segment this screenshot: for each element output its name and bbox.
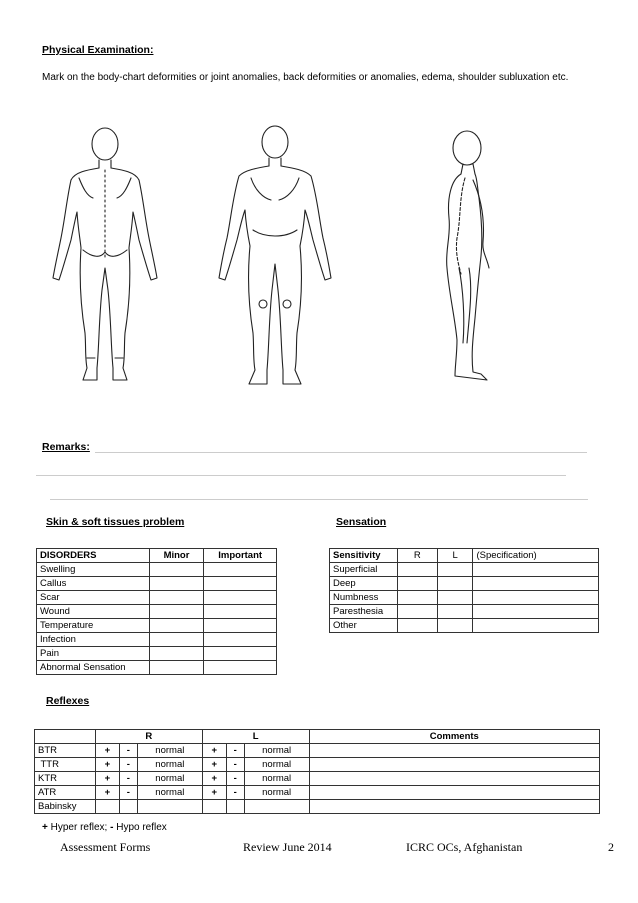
table-row	[37, 633, 277, 647]
sensation-table	[329, 548, 599, 633]
specification-header: (Specification)	[473, 549, 599, 563]
l-plus[interactable]	[202, 800, 226, 814]
disorder-label: Pain	[37, 647, 150, 661]
r-cell[interactable]	[397, 591, 437, 605]
reflex-name: KTR	[35, 772, 96, 786]
r-plus[interactable]	[95, 800, 119, 814]
l-cell[interactable]	[437, 619, 473, 633]
table-row	[35, 758, 600, 772]
important-cell[interactable]	[204, 661, 277, 675]
disorder-label: Abnormal Sensation	[37, 661, 150, 675]
table-row	[330, 605, 599, 619]
l-normal[interactable]	[244, 800, 309, 814]
legend-plus: +	[42, 822, 48, 833]
important-cell[interactable]	[204, 577, 277, 591]
comments-cell[interactable]	[309, 744, 599, 758]
footer-left: Assessment Forms	[60, 840, 151, 854]
table-row	[330, 619, 599, 633]
reflex-name: ATR	[35, 786, 96, 800]
r-plus[interactable]: +	[95, 744, 119, 758]
l-normal[interactable]: normal	[244, 758, 309, 772]
legend-minus: -	[110, 822, 114, 833]
l-minus[interactable]: -	[226, 772, 244, 786]
l-cell[interactable]	[437, 605, 473, 619]
minor-cell[interactable]	[149, 605, 204, 619]
l-normal[interactable]: normal	[244, 772, 309, 786]
r-minus[interactable]: -	[119, 786, 137, 800]
sensitivity-label: Numbness	[330, 591, 398, 605]
l-cell[interactable]	[437, 591, 473, 605]
comments-header: Comments	[309, 730, 599, 744]
r-minus[interactable]	[119, 800, 137, 814]
sensitivity-label: Paresthesia	[330, 605, 398, 619]
reflex-name: BTR	[35, 744, 96, 758]
r-normal[interactable]: normal	[137, 744, 202, 758]
body-figure-back	[53, 128, 157, 380]
specification-cell[interactable]	[473, 605, 599, 619]
table-row	[35, 744, 600, 758]
r-plus[interactable]: +	[95, 772, 119, 786]
reflex-name: TTR	[35, 758, 96, 772]
disorder-label: Infection	[37, 633, 150, 647]
important-header: Important	[204, 549, 277, 563]
r-normal[interactable]: normal	[137, 758, 202, 772]
l-minus[interactable]: -	[226, 786, 244, 800]
disorder-label: Scar	[37, 591, 150, 605]
specification-cell[interactable]	[473, 591, 599, 605]
important-cell[interactable]	[204, 605, 277, 619]
table-row	[37, 605, 277, 619]
r-cell[interactable]	[397, 563, 437, 577]
remarks-line-3[interactable]	[50, 499, 588, 500]
l-header: L	[437, 549, 473, 563]
table-row	[35, 800, 600, 814]
r-plus[interactable]: +	[95, 786, 119, 800]
r-normal[interactable]: normal	[137, 786, 202, 800]
table-row	[330, 577, 599, 591]
l-normal[interactable]: normal	[244, 786, 309, 800]
body-figure-side	[447, 131, 489, 380]
reflex-name-header	[35, 730, 96, 744]
important-cell[interactable]	[204, 647, 277, 661]
exam-instruction: Mark on the body-chart deformities or joint anomalies, back deformities or anomalies, edema, shoulder subluxation etc.	[42, 72, 569, 83]
reflexes-title: Reflexes	[46, 695, 90, 707]
skin-title: Skin & soft tissues problem	[46, 516, 185, 528]
l-plus[interactable]: +	[202, 772, 226, 786]
r-header: R	[397, 549, 437, 563]
remarks-label: Remarks:	[42, 441, 90, 453]
r-cell[interactable]	[397, 605, 437, 619]
r-minus[interactable]: -	[119, 758, 137, 772]
table-row	[330, 549, 599, 563]
l-cell[interactable]	[437, 563, 473, 577]
disorders-header: DISORDERS	[37, 549, 150, 563]
sensation-title: Sensation	[336, 516, 387, 528]
comments-cell[interactable]	[309, 758, 599, 772]
l-plus[interactable]: +	[202, 744, 226, 758]
remarks-line-2[interactable]	[36, 475, 566, 476]
table-row	[330, 563, 599, 577]
minor-cell[interactable]	[149, 577, 204, 591]
specification-cell[interactable]	[473, 577, 599, 591]
reflex-name: Babinsky	[35, 800, 96, 814]
important-cell[interactable]	[204, 633, 277, 647]
r-cell[interactable]	[397, 619, 437, 633]
l-plus[interactable]: +	[202, 786, 226, 800]
minor-cell[interactable]	[149, 591, 204, 605]
r-minus[interactable]: -	[119, 744, 137, 758]
r-cell[interactable]	[397, 577, 437, 591]
reflexes-table	[34, 729, 600, 814]
footer-center: Review June 2014	[243, 840, 332, 854]
table-row	[37, 619, 277, 633]
l-plus[interactable]: +	[202, 758, 226, 772]
l-normal[interactable]: normal	[244, 744, 309, 758]
table-row	[330, 591, 599, 605]
l-cell[interactable]	[437, 577, 473, 591]
minor-cell[interactable]	[149, 563, 204, 577]
disorder-label: Temperature	[37, 619, 150, 633]
table-row	[37, 591, 277, 605]
footer-right: ICRC OCs, Afghanistan	[406, 840, 523, 854]
l-header: L	[202, 730, 309, 744]
disorder-label: Callus	[37, 577, 150, 591]
disorder-label: Swelling	[37, 563, 150, 577]
r-minus[interactable]: -	[119, 772, 137, 786]
page-number: 2	[608, 840, 614, 854]
l-minus[interactable]: -	[226, 744, 244, 758]
r-normal[interactable]	[137, 800, 202, 814]
body-chart[interactable]	[0, 118, 638, 398]
important-cell[interactable]	[204, 563, 277, 577]
specification-cell[interactable]	[473, 619, 599, 633]
reflex-legend	[42, 822, 167, 833]
minor-cell[interactable]	[149, 619, 204, 633]
specification-cell[interactable]	[473, 563, 599, 577]
legend-minus-text: Hypo reflex	[113, 822, 167, 833]
sensitivity-header: Sensitivity	[330, 549, 398, 563]
exam-title: Physical Examination:	[42, 44, 154, 56]
table-row	[35, 730, 600, 744]
comments-cell[interactable]	[309, 800, 599, 814]
r-header: R	[95, 730, 202, 744]
minor-cell[interactable]	[149, 633, 204, 647]
l-minus[interactable]	[226, 800, 244, 814]
table-row	[37, 661, 277, 675]
table-row	[35, 772, 600, 786]
skin-table	[36, 548, 277, 675]
table-row	[37, 577, 277, 591]
r-plus[interactable]: +	[95, 758, 119, 772]
legend-plus-text: Hyper reflex;	[47, 822, 111, 833]
sensitivity-label: Deep	[330, 577, 398, 591]
l-minus[interactable]: -	[226, 758, 244, 772]
comments-cell[interactable]	[309, 772, 599, 786]
r-normal[interactable]: normal	[137, 772, 202, 786]
important-cell[interactable]	[204, 619, 277, 633]
table-row	[37, 549, 277, 563]
important-cell[interactable]	[204, 591, 277, 605]
table-row	[37, 563, 277, 577]
remarks-line-1[interactable]	[95, 452, 587, 453]
table-row	[37, 647, 277, 661]
minor-cell[interactable]	[149, 661, 204, 675]
disorder-label: Wound	[37, 605, 150, 619]
table-row	[35, 786, 600, 800]
minor-header: Minor	[149, 549, 204, 563]
sensitivity-label: Superficial	[330, 563, 398, 577]
body-figure-front	[219, 126, 331, 384]
minor-cell[interactable]	[149, 647, 204, 661]
sensitivity-label: Other	[330, 619, 398, 633]
comments-cell[interactable]	[309, 786, 599, 800]
